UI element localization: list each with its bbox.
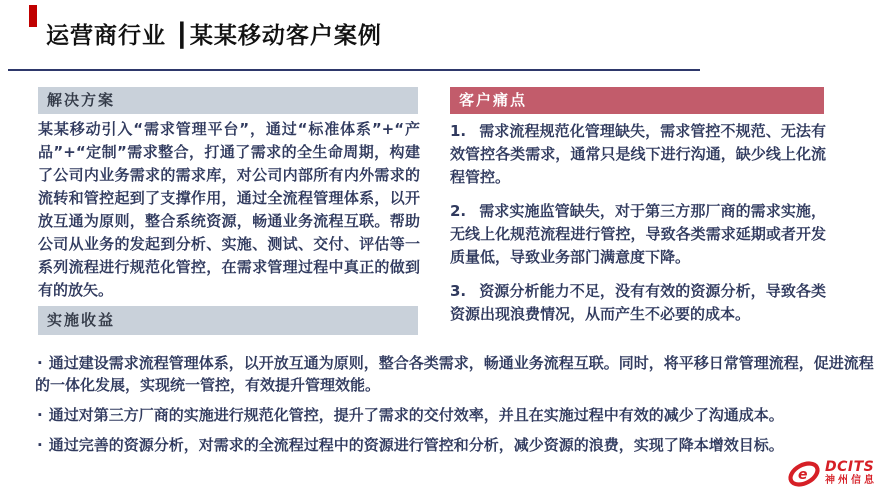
svg-text:e: e — [798, 467, 808, 483]
pain-point-item — [450, 280, 826, 326]
bullet-icon: · — [37, 406, 43, 424]
benefits-section-header: 实施收益 — [38, 306, 418, 335]
benefit-text: 通过对第三方厂商的实施进行规范化管控，提升了需求的交付效率，并且在实施过程中有效的减少了沟通成本。 — [48, 406, 784, 424]
pain-section-header: 客户痛点 — [450, 87, 824, 114]
benefits-list — [35, 352, 875, 464]
dcits-swoosh-icon — [786, 456, 822, 490]
solution-body-text: 某某移动引入“需求管理平台”，通过“标准体系”+“产品”+“定制”需求整合，打通了需求的全生命周期，构建了公司内业务需求的需求库，对公司内部所有内外需求的流转和管控起到了支撑作用，通过全流程管理体系，以开放互通为原则，整合系统资源，畅通业务流程互联。帮助公司从业务的发起到分析、实施、测试、交付、评估等一系列流程进行规范化管控，在需求管理过程中真正的做到有的放矢。 — [38, 120, 420, 299]
page-title: 运营商行业 ┃某某移动客户案例 — [46, 23, 382, 49]
title-underline — [8, 69, 700, 71]
logo-text-block — [825, 460, 877, 487]
logo-brand-text: DCITS — [825, 458, 875, 475]
pain-point-text: 需求流程规范化管理缺失，需求管控不规范、无法有效管控各类需求，通常只是线下进行沟通，缺少线上化流程管控。 — [450, 122, 826, 186]
benefit-text: 通过完善的资源分析，对需求的全流程过程中的资源进行管控和分析，减少资源的浪费，实现了降本增效目标。 — [48, 436, 784, 454]
benefit-text: 通过建设需求流程管理体系，以开放互通为原则，整合各类需求，畅通业务流程互联。同时，将平移日常管理流程，促进流程的一体化发展，实现统一管控，有效提升管理效能。 — [35, 354, 874, 394]
benefit-item — [35, 434, 875, 456]
pain-point-number: 1. — [450, 122, 467, 140]
pain-point-text: 需求实施监管缺失，对于第三方那厂商的需求实施，无线上化规范流程进行管控，导致各类需求延期或者开发质量低，导致业务部门满意度下降。 — [450, 202, 826, 266]
dcits-logo — [786, 456, 877, 490]
pain-point-number: 3. — [450, 282, 467, 300]
benefit-item — [35, 352, 875, 396]
logo-company-text: 神州信息 — [825, 474, 877, 486]
benefit-item — [35, 404, 875, 426]
pain-point-text: 资源分析能力不足，没有有效的资源分析，导致各类资源出现浪费情况，从而产生不必要的成本。 — [450, 282, 826, 323]
bullet-icon: · — [37, 436, 43, 454]
solution-section-header: 解决方案 — [38, 87, 418, 114]
pain-points-list — [450, 120, 826, 337]
pain-point-item — [450, 200, 826, 269]
title-accent-bar — [29, 5, 37, 27]
pain-point-number: 2. — [450, 202, 467, 220]
bullet-icon: · — [37, 354, 43, 372]
pain-point-item — [450, 120, 826, 189]
